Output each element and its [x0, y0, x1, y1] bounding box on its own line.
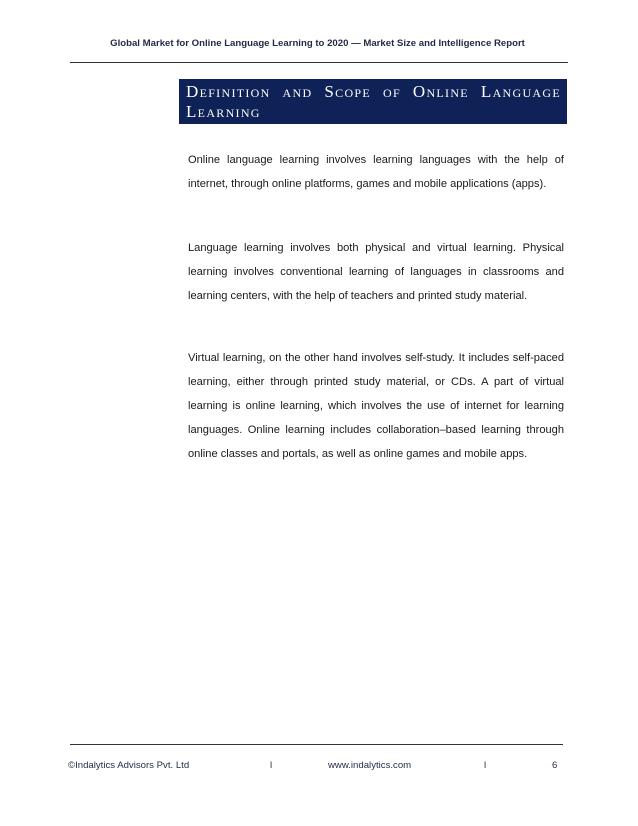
section-heading-text: Definition and Scope of Online Language Learning	[186, 82, 561, 121]
paragraph-text: Language learning involves both physical and virtual learning. Physical learning involves conventional learning of languages in classrooms and learning centers, with the help of teachers and printed study material.	[188, 242, 564, 302]
footer-divider	[70, 744, 563, 745]
paragraph-language-learning-types	[188, 236, 564, 308]
section-heading-banner	[179, 79, 567, 124]
running-header-title: Global Market for Online Language Learning to 2020 — Market Size and Intelligence Report	[110, 38, 525, 49]
paragraph-virtual-learning	[188, 346, 564, 466]
footer-page-number: 6	[552, 760, 558, 771]
footer-separator: l	[270, 760, 273, 771]
footer-copyright: ©Indalytics Advisors Pvt. Ltd	[68, 760, 190, 771]
paragraph-text: Virtual learning, on the other hand involves self-study. It includes self-paced learning, either through printed study material, or CDs. A part of virtual learning is online learning, which involves the use of internet for learning languages. Online learning includes collaboration–based learning through online classes and portals, as well as online games and mobile apps.	[188, 352, 564, 460]
paragraph-online-learning-definition	[188, 148, 564, 196]
paragraph-text: Online language learning involves learning languages with the help of internet, through online platforms, games and mobile applications (apps).	[188, 154, 564, 190]
footer-separator: l	[484, 760, 487, 771]
footer-website-link[interactable]: www.indalytics.com	[328, 760, 412, 771]
header-divider	[70, 62, 568, 63]
